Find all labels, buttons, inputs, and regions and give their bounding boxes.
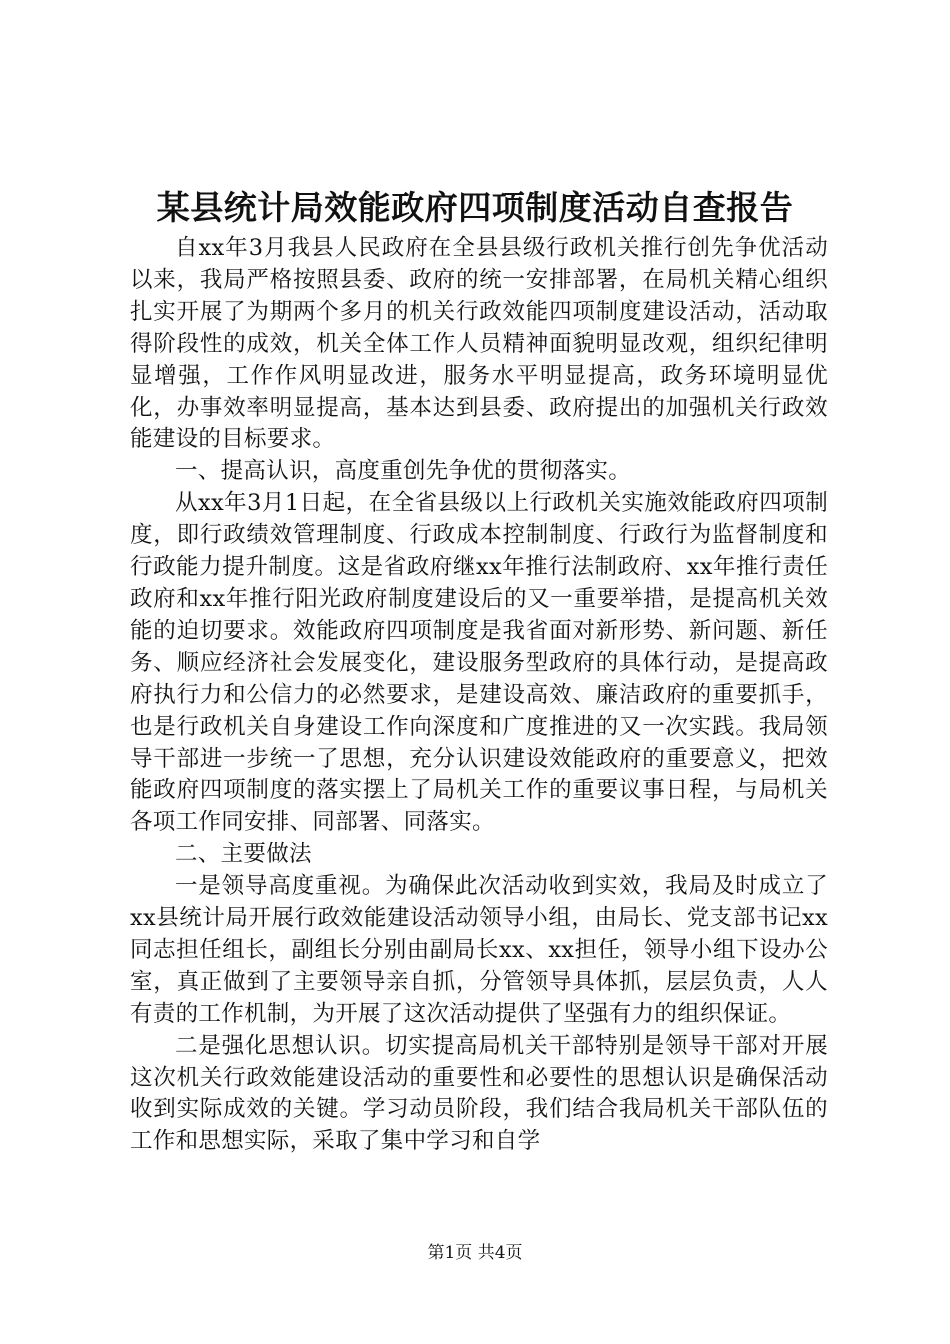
document-body [130, 233, 828, 1158]
paragraph-intro: 自xx年3月我县人民政府在全县县级行政机关推行创先争优活动以来，我局严格按照县委、政府的统一安排部署，在局机关精心组织扎实开展了为期两个多月的机关行政效能四项制度建设活动，活动取得阶段性的成效，机关全体工作人员精神面貌明显改观，组织纪律明显增强，工作作风明显改进，服务水平明显提高，政务环境明显优化，办事效率明显提高，基本达到县委、政府提出的加强机关行政效能建设的目标要求。 [130, 235, 828, 453]
section-heading-1: 一、提高认识，高度重创先争优的贯彻落实。 [175, 458, 632, 485]
paragraph-awareness: 二是强化思想认识。切实提高局机关干部特别是领导干部对开展这次机关行政效能建设活动的重要性和必要性的思想认识是确保活动收到实际成效的关键。学习动员阶段，我们结合我局机关干部队伍的工作和思想实际，采取了集中学习和自学 [130, 1032, 828, 1155]
page-footer: 第1页 共4页 [427, 1243, 523, 1263]
document-title: 某县统计局效能政府四项制度活动自查报告 [156, 188, 794, 227]
section-heading-2: 二、主要做法 [175, 841, 312, 868]
paragraph-leadership: 一是领导高度重视。为确保此次活动收到实效，我局及时成立了xx县统计局开展行政效能建设活动领导小组，由局长、党支部书记xx同志担任组长，副组长分别由副局长xx、xx担任，领导小组下设办公室，真正做到了主要领导亲自抓，分管领导具体抓，层层负责，人人有责的工作机制，为开展了这次活动提供了坚强有力的组织保证。 [130, 873, 828, 1027]
paragraph-section-1: 从xx年3月1日起，在全省县级以上行政机关实施效能政府四项制度，即行政绩效管理制度、行政成本控制制度、行政行为监督制度和行政能力提升制度。这是省政府继xx年推行法制政府、xx年推行责任政府和xx年推行阳光政府制度建设后的又一重要举措，是提高机关效能的迫切要求。效能政府四项制度是我省面对新形势、新问题、新任务、顺应经济社会发展变化，建设服务型政府的具体行动，是提高政府执行力和公信力的必然要求，是建设高效、廉洁政府的重要抓手，也是行政机关自身建设工作向深度和广度推进的又一次实践。我局领导干部进一步统一了思想，充分认识建设效能政府的重要意义，把效能政府四项制度的落实摆上了局机关工作的重要议事日程，与局机关各项工作同安排、同部署、同落实。 [130, 490, 828, 836]
